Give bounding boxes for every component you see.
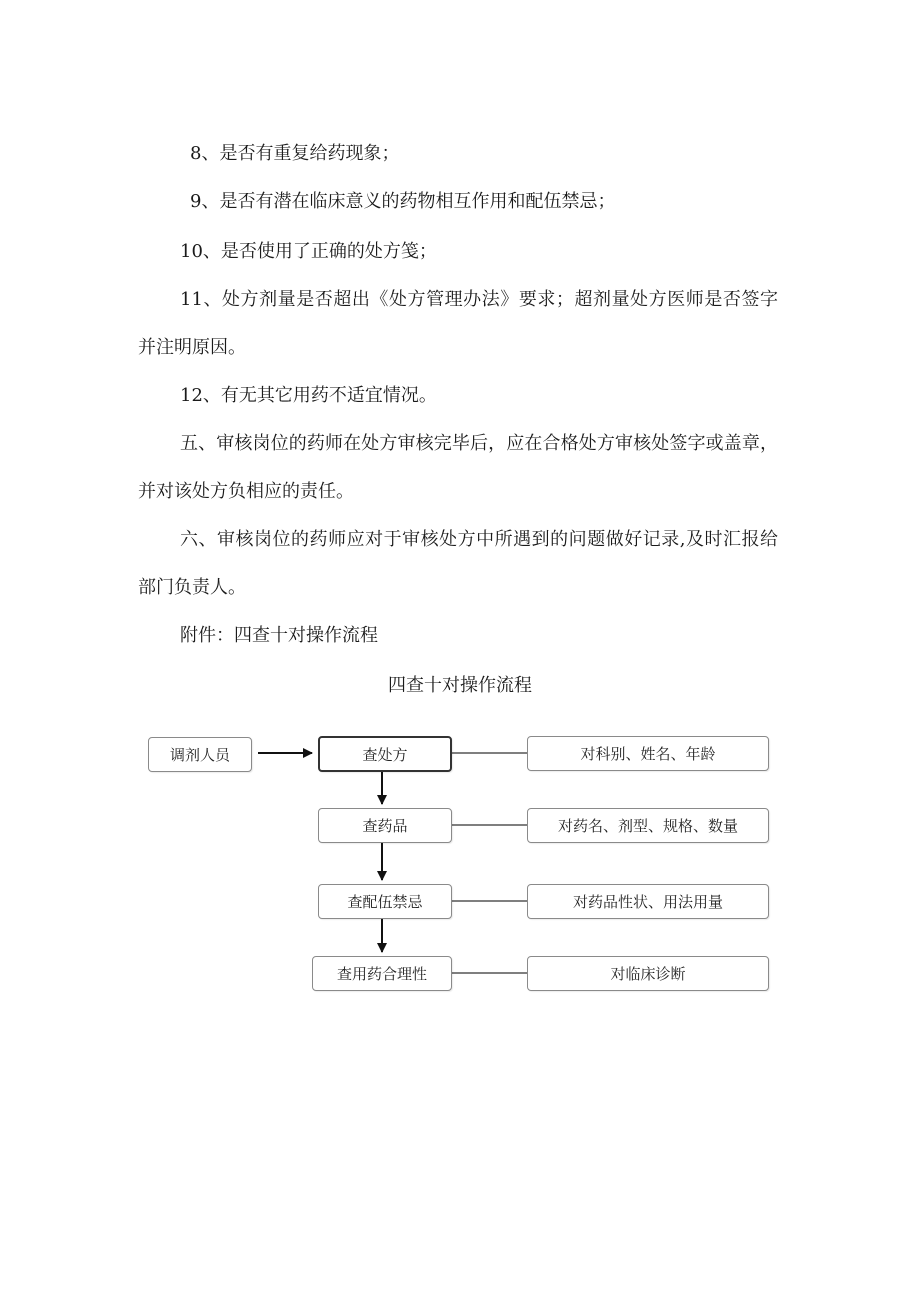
flowchart-title: 四查十对操作流程 [388,675,532,696]
box-check-drug: 查药品 [318,808,452,843]
box-verify-drug-usage: 对药品性状、用法用量 [527,884,769,919]
box-dispenser: 调剂人员 [148,737,252,772]
item-11: 11、处方剂量是否超出《处方管理办法》要求；超剂量处方医师是否签字并注明原因。 [138,289,778,358]
box-check-incompatibility: 查配伍禁忌 [318,884,452,919]
section-five: 五、审核岗位的药师在处方审核完毕后，应在合格处方审核处签字或盖章，并对该处方负相应的责任。 [138,433,778,502]
item-9: 9、是否有潜在临床意义的药物相互作用和配伍禁忌； [190,191,616,212]
attachment-line: 附件：四查十对操作流程 [180,625,378,646]
item-12: 12、有无其它用药不适宜情况。 [180,385,437,406]
box-verify-diagnosis: 对临床诊断 [527,956,769,991]
box-check-rationality: 查用药合理性 [312,956,452,991]
box-verify-drug-details: 对药名、剂型、规格、数量 [527,808,769,843]
box-verify-patient-info: 对科别、姓名、年龄 [527,736,769,771]
item-8: 8、是否有重复给药现象； [190,143,400,164]
item-10: 10、是否使用了正确的处方笺； [180,241,437,262]
box-check-prescription: 查处方 [318,736,452,772]
section-six: 六、审核岗位的药师应对于审核处方中所遇到的问题做好记录,及时汇报给部门负责人。 [138,529,778,598]
